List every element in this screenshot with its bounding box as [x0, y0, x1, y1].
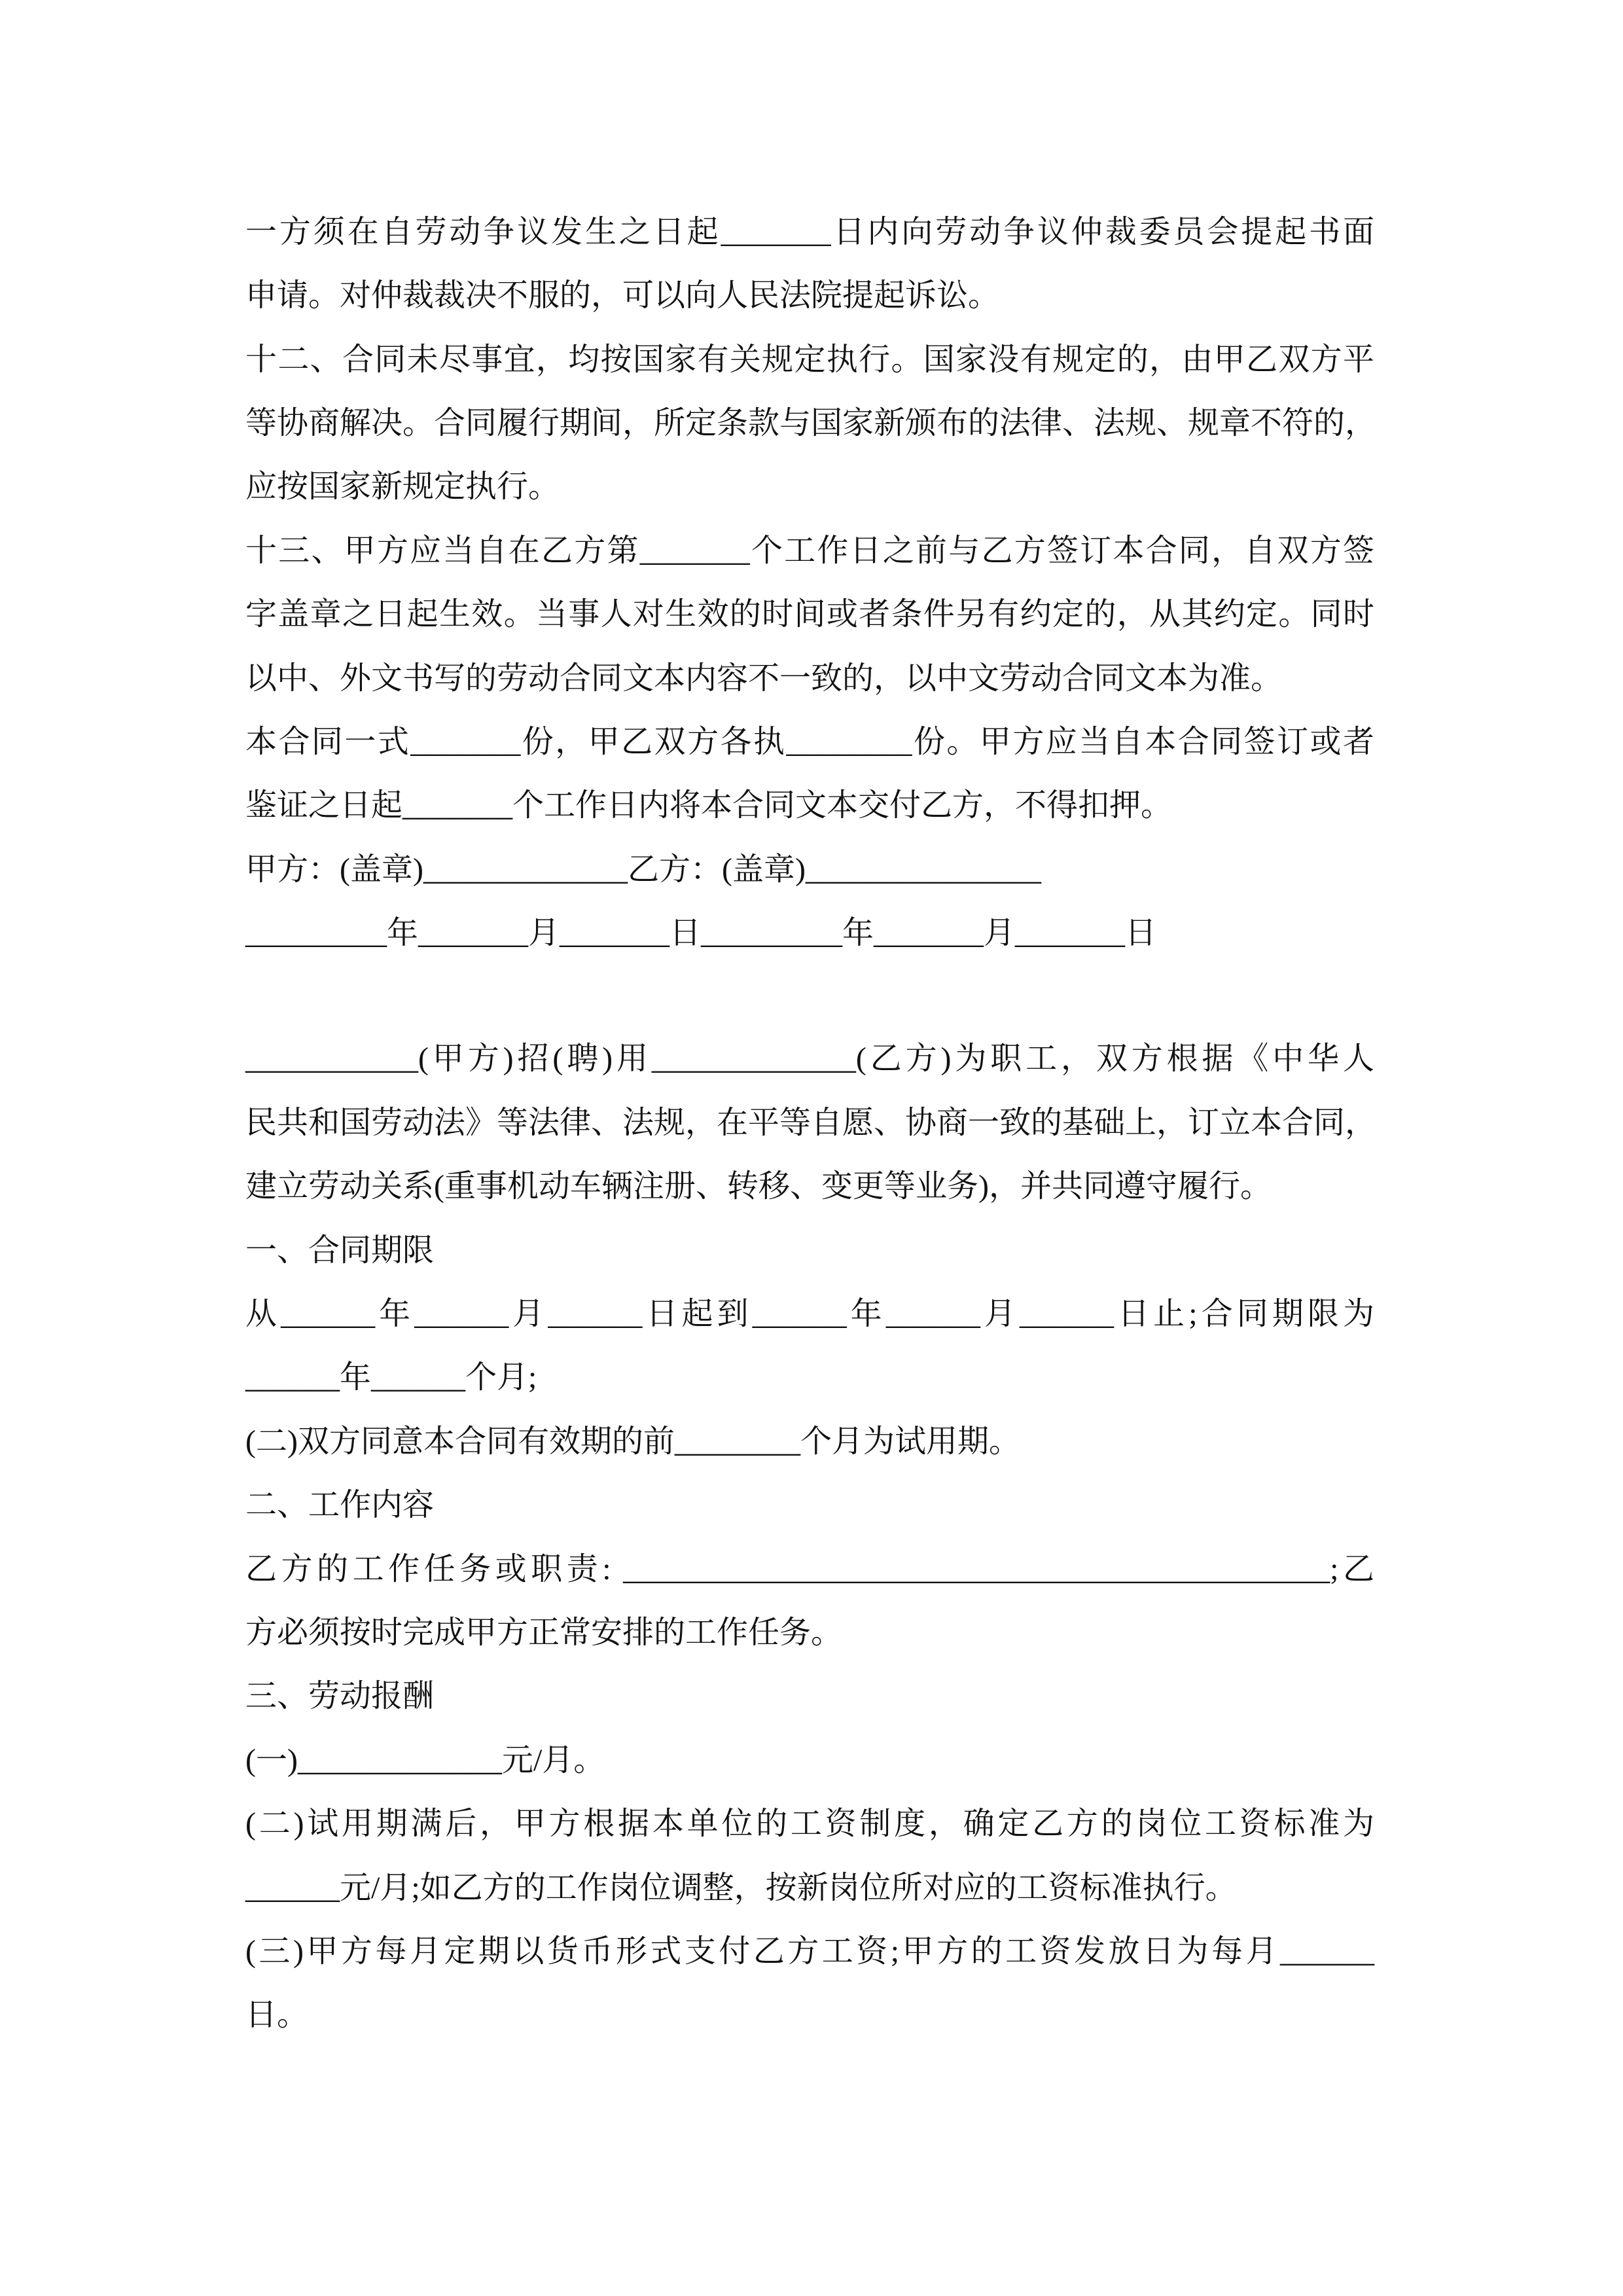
text-line: 字盖章之日起生效。当事人对生效的时间或者条件另有约定的，从其约定。同时	[245, 597, 1374, 632]
text-line: 三、劳动报酬	[245, 1679, 435, 1713]
text-line: 本合同一式_______份，甲乙双方各执________份。甲方应当自本合同签订或者	[245, 725, 1374, 759]
text-line: _________年_______月_______日_________年_______月_______日	[245, 916, 1157, 950]
text-line: 方必须按时完成甲方正常安排的工作任务。	[245, 1615, 843, 1650]
text-line: 一、合同期限	[245, 1233, 435, 1268]
text-line: 鉴证之日起_______个工作日内将本合同文本交付乙方，不得扣押。	[245, 788, 1173, 823]
text-line: 一方须在自劳动争议发生之日起_______日内向劳动争议仲裁委员会提起书面	[245, 215, 1374, 249]
text-line: 等协商解决。合同履行期间，所定条款与国家新颁布的法律、法规、规章不符的，	[245, 406, 1377, 440]
text-line: 乙方的工作任务或职责: _____________________________________________;乙	[245, 1552, 1374, 1587]
text-line: 建立劳动关系(重事机动车辆注册、转移、变更等业务)，并共同遵守履行。	[245, 1169, 1272, 1204]
text-line: (一)_____________元/月。	[245, 1743, 605, 1778]
text-line: 应按国家新规定执行。	[245, 469, 560, 504]
text-line: 民共和国劳动法》等法律、法规，在平等自愿、协商一致的基础上，订立本合同，	[245, 1105, 1377, 1140]
text-line: 申请。对仲裁裁决不服的，可以向人民法院提起诉讼。	[245, 278, 1000, 313]
text-line: 日。	[245, 1998, 309, 2032]
text-line: (二)试用期满后，甲方根据本单位的工资制度，确定乙方的岗位工资标准为	[245, 1806, 1374, 1841]
text-line: 甲方：(盖章)_____________乙方：(盖章)_______________	[245, 852, 1041, 887]
text-line: 二、工作内容	[245, 1488, 435, 1522]
text-line: 以中、外文书写的劳动合同文本内容不一致的，以中文劳动合同文本为准。	[245, 661, 1283, 696]
text-line: 从______年______月______日起到______年______月______日止;合同期限为	[245, 1297, 1374, 1331]
text-line: 十二、合同未尽事宜，均按国家有关规定执行。国家没有规定的，由甲乙双方平	[245, 342, 1374, 377]
text-line: ______年______个月;	[245, 1360, 537, 1395]
text-line: ___________(甲方)招(聘)用_____________(乙方)为职工，双方根据《中华人	[245, 1041, 1374, 1076]
text-line: (三)甲方每月定期以货币形式支付乙方工资;甲方的工资发放日为每月______	[245, 1934, 1374, 1969]
text-line: (二)双方同意本合同有效期的前________个月为试用期。	[245, 1424, 1020, 1459]
text-line: 十三、甲方应当自在乙方第_______个工作日之前与乙方签订本合同，自双方签	[245, 533, 1374, 568]
text-line: ______元/月;如乙方的工作岗位调整，按新岗位所对应的工资标准执行。	[245, 1871, 1237, 1905]
